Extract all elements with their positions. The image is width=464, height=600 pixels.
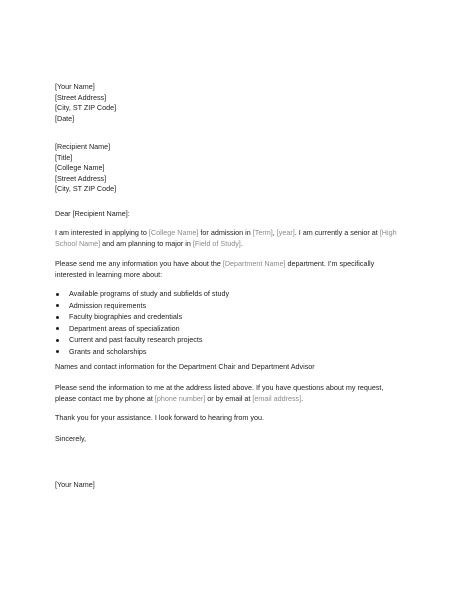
- email-address-placeholder: [email address]: [252, 393, 302, 403]
- paragraph-interest-line-1: [55, 228, 415, 239]
- sender-name: [Your Name]: [55, 82, 95, 91]
- list-item: [55, 324, 415, 336]
- bullet-icon: [56, 293, 59, 296]
- term-placeholder: [Term]: [252, 228, 273, 237]
- text-run: . I am currently a senior at: [294, 228, 380, 237]
- field-of-study-placeholder: [Field of Study]: [192, 238, 241, 248]
- paragraph-interest-line-2: [55, 239, 415, 250]
- paragraph-contact-line-2: [55, 394, 415, 405]
- closing-text: Sincerely,: [55, 434, 87, 443]
- sender-street: [Street Address]: [55, 92, 107, 102]
- paragraph-interest: [55, 228, 415, 249]
- thanks-text: Thank you for your assistance. I look forward to hearing from you.: [55, 413, 264, 422]
- signature: [55, 480, 415, 491]
- salutation-text: Dear [Recipient Name]:: [55, 209, 130, 218]
- bullet-icon: [56, 327, 59, 330]
- list-item-text: Department areas of specialization: [69, 323, 180, 333]
- text-run: I am interested in applying to: [55, 228, 149, 237]
- text-run: .: [301, 393, 304, 403]
- text-run: for admission in: [198, 228, 253, 237]
- recipient-address-block: [55, 142, 415, 195]
- topics-list: [55, 289, 415, 358]
- text-run: Please send me any information you have about the: [55, 259, 223, 268]
- high-school-placeholder-part-1: [High: [379, 228, 397, 237]
- bullet-icon: [56, 304, 59, 307]
- signature-name: [Your Name]: [55, 480, 95, 489]
- sender-address-block: [55, 82, 415, 124]
- bullet-icon: [56, 339, 59, 342]
- closing: [55, 434, 415, 445]
- paragraph-contact: [55, 383, 415, 404]
- text-run: ,: [272, 228, 277, 237]
- recipient-name: [Recipient Name]: [55, 142, 111, 151]
- recipient-college: [College Name]: [55, 163, 105, 172]
- college-name-placeholder: [College Name]: [148, 228, 199, 237]
- list-item: [55, 312, 415, 324]
- list-item-text: Admission requirements: [69, 300, 147, 310]
- salutation: [55, 209, 415, 220]
- recipient-street: [Street Address]: [55, 173, 107, 183]
- paragraph-request-line-1: [55, 259, 415, 270]
- department-name-placeholder: [Department Name]: [222, 259, 286, 268]
- names-contact-text: Names and contact information for the Department Chair and Department Advisor: [55, 362, 315, 371]
- list-item-text: Current and past faculty research projects: [69, 335, 203, 344]
- paragraph-request: [55, 259, 415, 280]
- phone-number-placeholder: [phone number]: [154, 393, 206, 403]
- sender-city: [City, ST ZIP Code]: [55, 103, 117, 112]
- list-item: [55, 289, 415, 301]
- bullet-icon: [56, 316, 59, 319]
- letter-date: [Date]: [55, 113, 75, 123]
- recipient-title: [Title]: [55, 152, 73, 162]
- year-placeholder: [year]: [276, 228, 295, 237]
- bullet-list: [55, 289, 415, 358]
- high-school-placeholder-part-2: School Name]: [55, 238, 101, 248]
- list-item-text: Faculty biographies and credentials: [69, 312, 183, 321]
- list-item-text: Grants and scholarships: [69, 346, 147, 356]
- paragraph-request-line-2: interested in learning more about:: [55, 269, 163, 279]
- paragraph-contact-line-1: Please send the information to me at the address listed above. If you have questions about my request,: [55, 383, 384, 392]
- thanks-line: [55, 413, 415, 424]
- list-item-text: Available programs of study and subfields of study: [69, 289, 230, 298]
- list-item: [55, 347, 415, 359]
- bullet-icon: [56, 350, 59, 353]
- list-item: [55, 335, 415, 347]
- names-contact-line: [55, 362, 415, 373]
- text-run: please contact me by phone at: [55, 393, 155, 403]
- text-run: department. I’m specifically: [285, 259, 375, 268]
- text-run: or by email at: [205, 393, 253, 403]
- text-run: and am planning to major in: [100, 238, 193, 248]
- list-item: [55, 301, 415, 313]
- recipient-city: [City, ST ZIP Code]: [55, 184, 117, 193]
- text-run: .: [240, 238, 243, 248]
